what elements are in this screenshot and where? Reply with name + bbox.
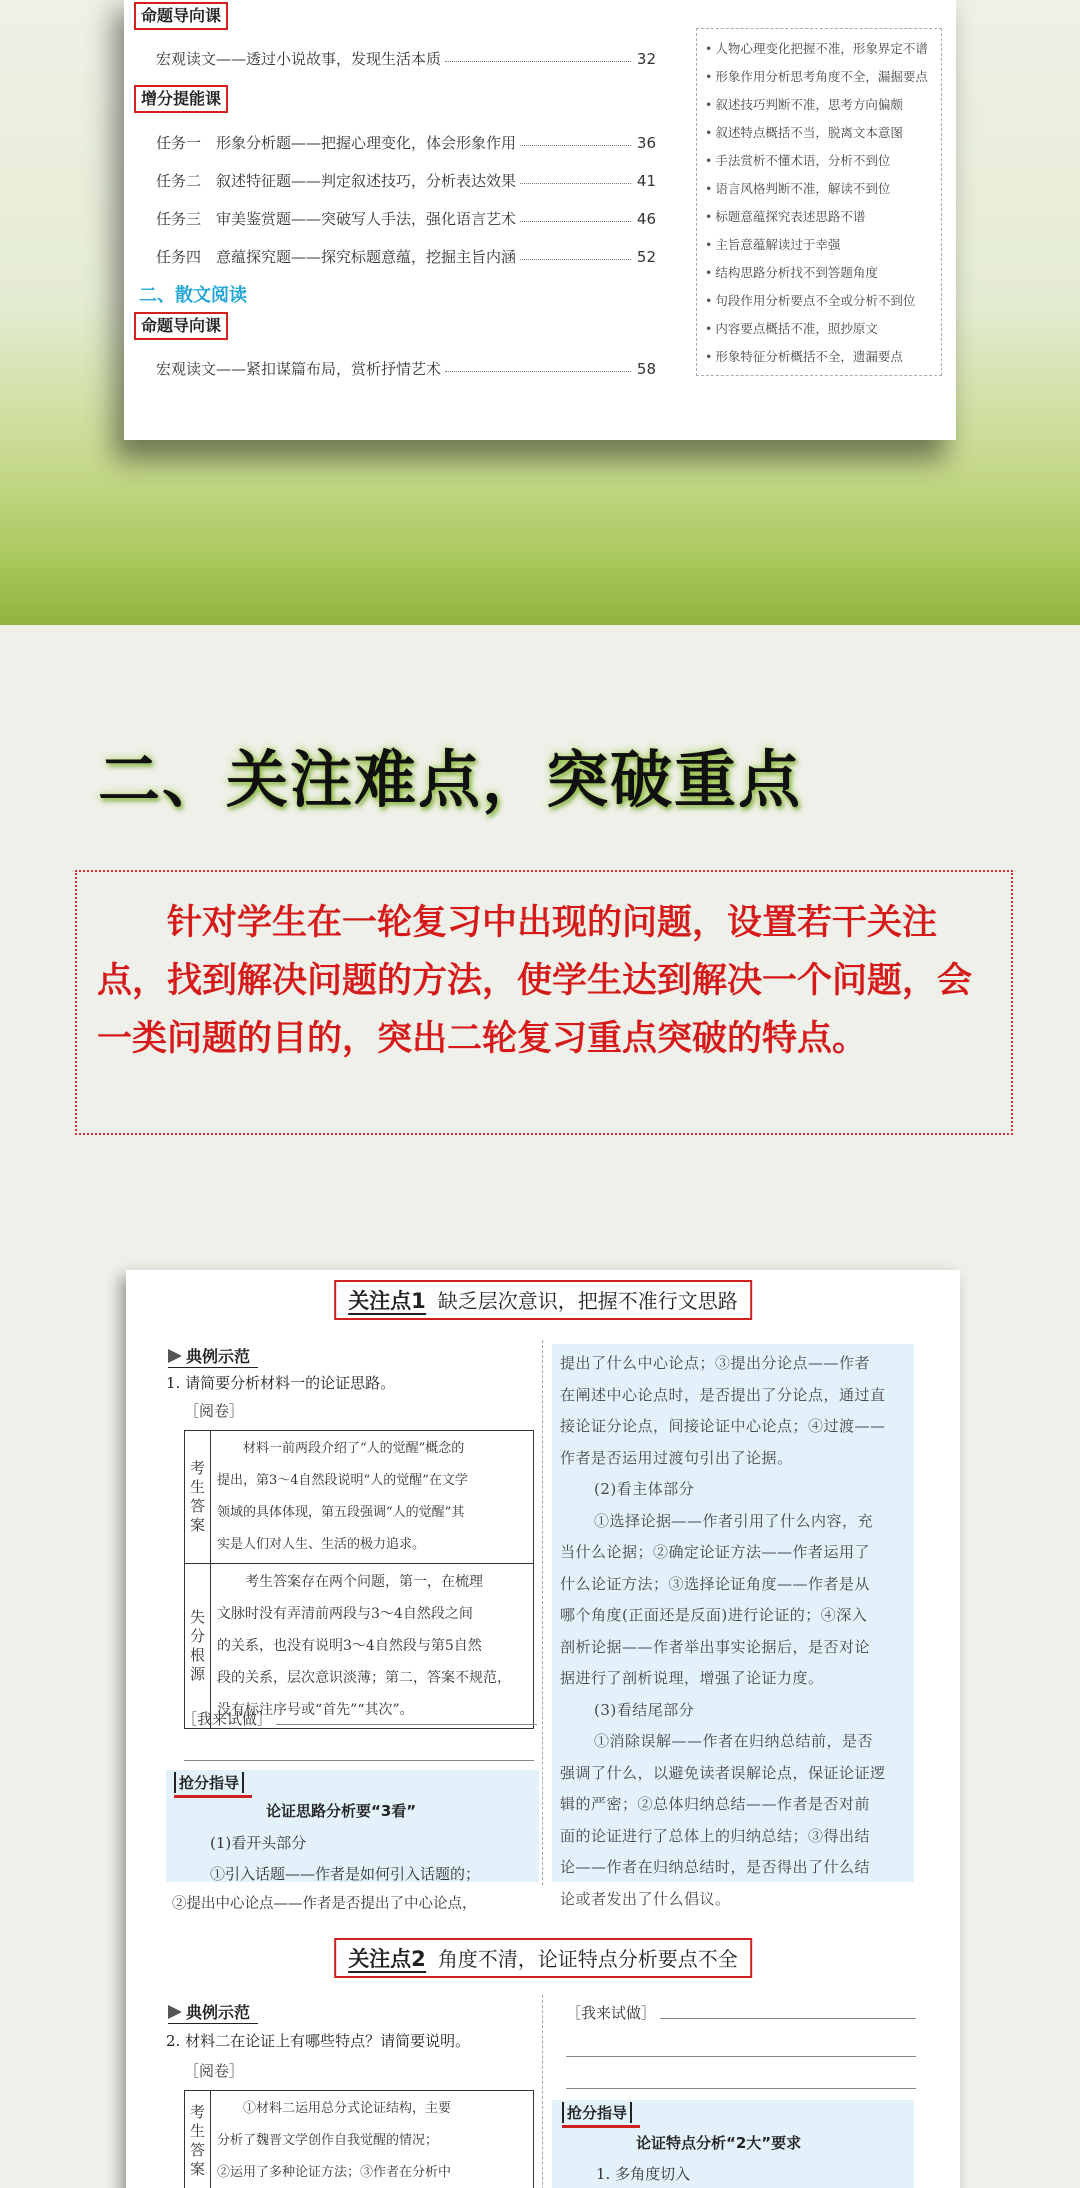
table-label-error-cause: 失分根源: [185, 1564, 211, 1729]
pitfall-item: • 叙述技巧判断不准，思考方向偏颇: [705, 91, 937, 119]
answer-blank-line: [566, 2056, 916, 2057]
tag-proposition-lesson: 命题导向课: [134, 2, 228, 30]
answer-analysis-table: [184, 1430, 534, 1729]
section-heading-prose: 二、散文阅读: [139, 285, 247, 306]
grading-label: ［阅卷］: [184, 1402, 245, 1420]
pitfall-item: • 叙述特点概括不当，脱离文本意图: [705, 119, 937, 147]
focus-point-2-header: 关注点2 角度不清，论证特点分析要点不全: [334, 1938, 752, 1978]
table-cell-student-answer: ①材料二运用总分式论证结构，主要 分析了魏晋文学创作自我觉醒的情况； ②运用了多种论证方法；③作者在分析中: [211, 2091, 534, 2188]
pitfall-item: • 主旨意蕴解读过于幸强: [705, 231, 937, 259]
table-label-student-answer: 考生答案: [185, 2091, 211, 2188]
guide-title-1: 论证思路分析要“3看”: [266, 1802, 417, 1820]
grading-label: ［阅卷］: [184, 2062, 245, 2080]
guide-tag: 抢分指导: [174, 1772, 244, 1793]
tag-proposition-lesson: 命题导向课: [134, 312, 228, 340]
answer-analysis-table-2: [184, 2090, 534, 2188]
focus-point-1-header: 关注点1 缺乏层次意识，把握不准行文思路: [334, 1280, 752, 1320]
answer-blank-line: [184, 1760, 534, 1761]
column-divider: [542, 1995, 543, 2188]
guide-continuation: 提出了什么中心论点；③提出分论点——作者 在阐述中心论点时，是否提出了分论点，通过直 接论证分论点，间接论证中心论点；④过渡—— 作者是否运用过渡句引出了论据。 (2)看主体部分 ①选择论据——作者引用了什么内容，充 当什么论据；②确定论证方法——作者运用了 什么论证方法；③选择论证角度——作者是从 哪个角度(正面还是反面)进行论证的；④深入 剖析论据——作者举出事实论据后，是否对论 据进行了剖析说理，增强了论证力度。 (3)看结尾部分 ①消除误解——作者在归纳总结前，是否 强调了什么，以避免读者误解论点，保证论证逻 辑的严密；②总体归纳总结——作者是否对前 面的论证进行了总体上的归纳总结；③得出结 论——作者在归纳总结时，是否得出了什么结 论或者发出了什么倡议。: [552, 1344, 914, 1882]
toc-row: 任务三 审美鉴赏题——突破写人手法，强化语言艺术 46: [156, 209, 656, 228]
pitfall-item: • 结构思路分析找不到答题角度: [705, 259, 937, 287]
table-cell-student-answer: 材料一前两段介绍了“人的觉醒”概念的 提出，第3～4自然段说明“人的觉醒”在文学 领域的具体体现，第五段强调“人的觉醒”其 实是人们对人生、生活的极力追求。: [211, 1431, 534, 1564]
pitfall-item: • 标题意蕴探究表述思路不谱: [705, 203, 937, 231]
guide-line: 1. 多角度切入: [596, 2165, 691, 2183]
guide-title-2: 论证特点分析“2大”要求: [636, 2134, 802, 2152]
triangle-icon: [168, 1349, 182, 1363]
toc-row: 任务二 叙述特征题——判定叙述技巧，分析表达效果 41: [156, 171, 656, 190]
triangle-icon: [168, 2005, 182, 2019]
table-label-student-answer: 考生答案: [185, 1431, 211, 1564]
question-1: 1. 请简要分析材料一的论证思路。: [166, 1374, 396, 1392]
answer-blank-line: [566, 2088, 916, 2089]
toc-page-preview: [124, 0, 956, 440]
example-label: 典例示范: [168, 2000, 258, 2024]
toc-row: 任务一 形象分析题——把握心理变化，体会形象作用 36: [156, 133, 656, 152]
table-cell-error-cause: 考生答案存在两个问题，第一，在梳理 文脉时没有弄清前两段与3～4自然段之间 的关系，也没有说明3～4自然段与第5自然 段的关系，层次意识淡薄；第二，答案不规范， 没有标注序号或“首先”“其次”。: [211, 1564, 534, 1729]
pitfall-item: • 手法赏析不懂术语，分析不到位: [705, 147, 937, 175]
example-label: 典例示范: [168, 1344, 258, 1368]
pitfall-item: • 形象作用分析思考角度不全，漏掘要点: [705, 63, 937, 91]
intro-box: [75, 870, 1013, 1135]
column-divider: [542, 1340, 543, 1885]
try-it-line: ［我来试做］: [182, 1708, 537, 1729]
pitfall-item: • 形象特征分析概括不全，遗漏要点: [705, 343, 937, 371]
intro-text: 针对学生在一轮复习中出现的问题，设置若干关注点，找到解决问题的方法，使学生达到解决一个问题，会一类问题的目的，突出二轮复习重点突破的特点。: [97, 902, 973, 1059]
pitfalls-list-box: [696, 28, 942, 376]
guide-line: ①引入话题——作者是如何引入话题的；: [210, 1865, 481, 1883]
pitfall-item: • 内容要点概括不准，照抄原文: [705, 315, 937, 343]
guide-tag: 抢分指导: [562, 2102, 632, 2123]
question-2: 2. 材料二在论证上有哪些特点？请简要说明。: [166, 2032, 471, 2050]
pitfall-item: • 句段作用分析要点不全或分析不到位: [705, 287, 937, 315]
tag-score-lesson: 增分提能课: [134, 85, 228, 113]
sample-page-preview: [126, 1270, 960, 2188]
guide-line: (1)看开头部分: [210, 1834, 307, 1852]
toc-row: 任务四 意蕴探究题——探究标题意蕴，挖掘主旨内涵 52: [156, 247, 656, 266]
toc-row: 宏观读文——紧扣谋篇布局，赏析抒情艺术 58: [156, 359, 656, 378]
section-title: 二、关注难点，突破重点: [98, 743, 803, 816]
guide-line: ②提出中心论点——作者是否提出了中心论点，: [172, 1896, 477, 1912]
try-it-line: ［我来试做］: [566, 2002, 916, 2023]
pitfall-item: • 语言风格判断不准，解读不到位: [705, 175, 937, 203]
toc-row: 宏观读文——透过小说故事，发现生活本质 32: [156, 49, 656, 68]
pitfall-item: • 人物心理变化把握不准，形象界定不谱: [705, 35, 937, 63]
